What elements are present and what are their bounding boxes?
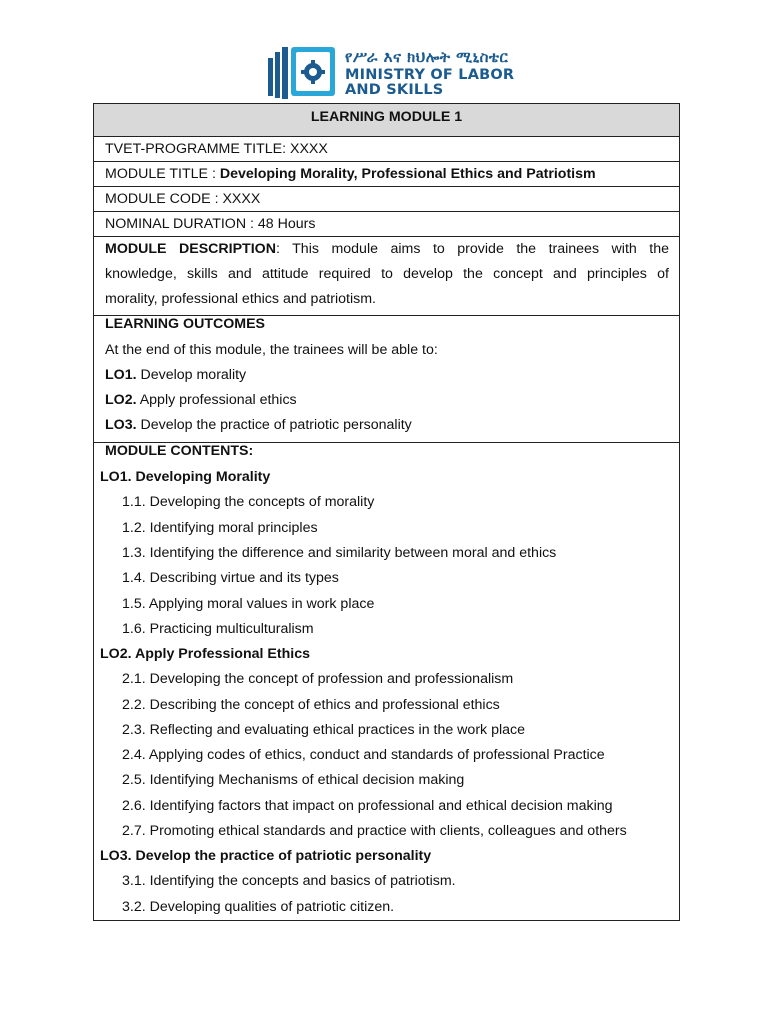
content-item: 2.3. Reflecting and evaluating ethical practices in the work place (122, 722, 525, 738)
content-item: 2.4. Applying codes of ethics, conduct and standards of professional Practice (122, 747, 605, 763)
module-title-row (94, 162, 679, 187)
content-item: 2.5. Identifying Mechanisms of ethical decision making (122, 772, 465, 788)
module-description-row (94, 237, 679, 316)
content-item: 1.1. Developing the concepts of morality (122, 494, 375, 510)
ministry-logo (266, 44, 515, 102)
learning-outcomes-row (94, 316, 679, 443)
ministry-emblem-icon (266, 44, 338, 102)
content-item: 2.1. Developing the concept of profession and professionalism (122, 671, 514, 687)
lo1-title: LO1. Developing Morality (100, 469, 271, 485)
learning-outcomes-intro: At the end of this module, the trainees will be able to: (105, 342, 438, 358)
learning-outcomes-heading: LEARNING OUTCOMES (105, 316, 266, 332)
programme-title: TVET-PROGRAMME TITLE: XXXX (105, 141, 328, 157)
module-header-row (94, 104, 679, 137)
lo2-title: LO2. Apply Professional Ethics (100, 646, 310, 662)
learning-outcome-item: LO2. Apply professional ethics (105, 392, 297, 408)
content-item: 2.2. Describing the concept of ethics and professional ethics (122, 697, 500, 713)
module-header: LEARNING MODULE 1 (310, 109, 463, 125)
logo-amharic-text: የሥራ እና ክህሎት ሚኒስቴር (345, 48, 509, 66)
programme-row (94, 137, 679, 162)
module-code: MODULE CODE : XXXX (105, 191, 261, 207)
logo-title-line1: MINISTRY OF LABOR (345, 67, 515, 83)
content-item: 3.1. Identifying the concepts and basics of patriotism. (122, 873, 456, 889)
module-contents-heading: MODULE CONTENTS: (105, 443, 254, 459)
module-description-line3: morality, professional ethics and patriotism. (105, 291, 376, 307)
module-title: MODULE TITLE : Developing Morality, Professional Ethics and Patriotism (105, 166, 596, 182)
lo3-title: LO3. Develop the practice of patriotic personality (100, 848, 432, 864)
content-item: 3.2. Developing qualities of patriotic citizen. (122, 899, 395, 915)
content-item: 1.2. Identifying moral principles (122, 520, 318, 536)
content-item: 1.5. Applying moral values in work place (122, 596, 375, 612)
nominal-duration: NOMINAL DURATION : 48 Hours (105, 216, 316, 232)
module-description-line1: MODULE DESCRIPTION: This module aims to provide the trainees with the (105, 241, 670, 257)
logo-title-line2: AND SKILLS (345, 82, 444, 98)
nominal-duration-row (94, 212, 679, 237)
learning-outcome-item: LO1. Develop morality (105, 367, 247, 383)
content-item: 1.3. Identifying the difference and similarity between moral and ethics (122, 545, 557, 561)
content-item: 2.7. Promoting ethical standards and practice with clients, colleagues and others (122, 823, 627, 839)
content-item: 1.4. Describing virtue and its types (122, 570, 339, 586)
module-table (93, 103, 680, 921)
content-item: 1.6. Practicing multiculturalism (122, 621, 314, 637)
learning-outcome-item: LO3. Develop the practice of patriotic personality (105, 417, 412, 433)
module-code-row (94, 187, 679, 212)
module-description-line2: knowledge, skills and attitude required to develop the concept and principles of (105, 266, 669, 282)
content-item: 2.6. Identifying factors that impact on professional and ethical decision making (122, 798, 613, 814)
module-contents-row (94, 443, 679, 921)
